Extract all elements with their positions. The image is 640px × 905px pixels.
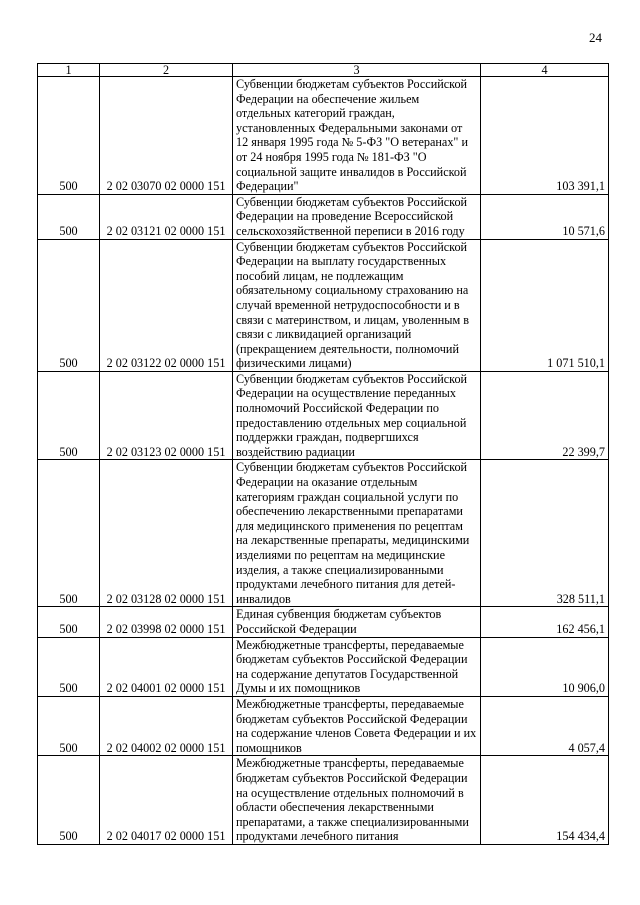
revenue-name-cell: Субвенции бюджетам субъектов Российской Федерации на осуществление переданных полномочий Российской Федерации по предоставлению отдельных мер социальной поддержки граждан, подвергшихся воздействию радиации (233, 371, 481, 460)
table-row (38, 371, 609, 460)
column-header-1: 1 (38, 64, 100, 77)
revenue-name-cell: Субвенции бюджетам субъектов Российской Федерации на проведение Всероссийской сельскохозяйственной переписи в 2016 году (233, 194, 481, 239)
admin-code-cell: 500 (38, 756, 100, 845)
budget-code-cell: 2 02 03998 02 0000 151 (100, 607, 233, 637)
admin-code-cell: 500 (38, 194, 100, 239)
amount-cell: 10 571,6 (481, 194, 609, 239)
column-header-3: 3 (233, 64, 481, 77)
table-row (38, 77, 609, 195)
amount-cell: 4 057,4 (481, 696, 609, 755)
column-header-4: 4 (481, 64, 609, 77)
amount-cell: 10 906,0 (481, 637, 609, 696)
budget-code-cell: 2 02 04002 02 0000 151 (100, 696, 233, 755)
budget-code-cell: 2 02 03123 02 0000 151 (100, 371, 233, 460)
table-row (38, 194, 609, 239)
budget-code-cell: 2 02 03121 02 0000 151 (100, 194, 233, 239)
admin-code-cell: 500 (38, 696, 100, 755)
budget-code-cell: 2 02 04017 02 0000 151 (100, 756, 233, 845)
revenue-name-cell: Субвенции бюджетам субъектов Российской Федерации на обеспечение жильем отдельных категорий граждан, установленных Федеральными законами от 12 января 1995 года № 5-ФЗ "О ветеранах" и от 24 ноября 1995 года № 181-ФЗ "О социальной защите инвалидов в Российской Федерации" (233, 77, 481, 195)
table-row (38, 756, 609, 845)
table-row (38, 607, 609, 637)
column-header-2: 2 (100, 64, 233, 77)
table-row (38, 460, 609, 607)
revenue-name-cell: Субвенции бюджетам субъектов Российской Федерации на оказание отдельным категориям граждан социальной услуги по обеспечению лекарственными препаратами для медицинского применения по рецептам на лекарственные препараты, медицинскими изделиями по рецептам на медицинские изделия, а также специализированными продуктами лечебного питания для детей-инвалидов (233, 460, 481, 607)
revenue-name-cell: Субвенции бюджетам субъектов Российской Федерации на выплату государственных пособий лицам, не подлежащим обязательному социальному страхованию на случай временной нетрудоспособности и в связи с материнством, и лицам, уволенным в связи с ликвидацией организаций (прекращением деятельности, полномочий физическими лицами) (233, 239, 481, 371)
table-row (38, 637, 609, 696)
amount-cell: 162 456,1 (481, 607, 609, 637)
revenue-name-cell: Единая субвенция бюджетам субъектов Российской Федерации (233, 607, 481, 637)
admin-code-cell: 500 (38, 460, 100, 607)
admin-code-cell: 500 (38, 239, 100, 371)
admin-code-cell: 500 (38, 607, 100, 637)
budget-table (37, 63, 609, 845)
amount-cell: 103 391,1 (481, 77, 609, 195)
amount-cell: 22 399,7 (481, 371, 609, 460)
budget-code-cell: 2 02 03070 02 0000 151 (100, 77, 233, 195)
table-row (38, 239, 609, 371)
budget-code-cell: 2 02 03128 02 0000 151 (100, 460, 233, 607)
table-row (38, 696, 609, 755)
amount-cell: 328 511,1 (481, 460, 609, 607)
column-number-row (38, 64, 609, 77)
budget-code-cell: 2 02 04001 02 0000 151 (100, 637, 233, 696)
page-number: 24 (589, 30, 602, 45)
revenue-name-cell: Межбюджетные трансферты, передаваемые бюджетам субъектов Российской Федерации на содержание членов Совета Федерации и их помощников (233, 696, 481, 755)
amount-cell: 154 434,4 (481, 756, 609, 845)
amount-cell: 1 071 510,1 (481, 239, 609, 371)
budget-code-cell: 2 02 03122 02 0000 151 (100, 239, 233, 371)
admin-code-cell: 500 (38, 637, 100, 696)
admin-code-cell: 500 (38, 77, 100, 195)
revenue-name-cell: Межбюджетные трансферты, передаваемые бюджетам субъектов Российской Федерации на осуществление отдельных полномочий в области обеспечения лекарственными препаратами, а также специализированными продуктами лечебного питания (233, 756, 481, 845)
admin-code-cell: 500 (38, 371, 100, 460)
revenue-name-cell: Межбюджетные трансферты, передаваемые бюджетам субъектов Российской Федерации на содержание депутатов Государственной Думы и их помощников (233, 637, 481, 696)
